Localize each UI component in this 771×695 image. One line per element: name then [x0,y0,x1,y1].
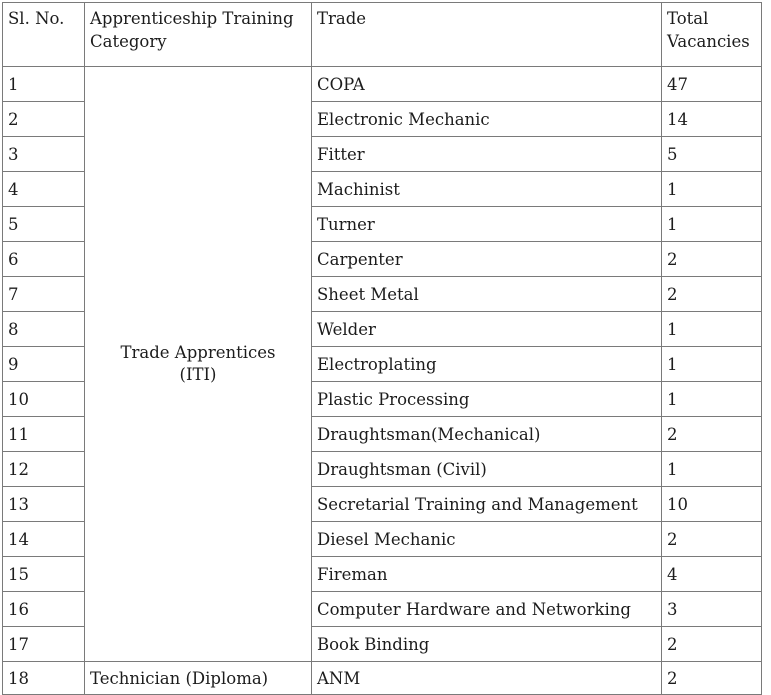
cell-trade: Welder [312,312,662,347]
header-vacancies-line2: Vacancies [667,32,750,51]
cell-vacancies: 14 [662,102,762,137]
cell-trade: Draughtsman(Mechanical) [312,417,662,452]
cell-vacancies: 1 [662,207,762,242]
cell-vacancies: 2 [662,662,762,695]
cell-trade: ANM [312,662,662,695]
cell-sl-no: 15 [3,557,85,592]
category-iti-line2: (ITI) [179,365,217,384]
table-header-row [3,3,762,67]
cell-vacancies: 47 [662,67,762,102]
cell-trade: Turner [312,207,662,242]
cell-trade: Carpenter [312,242,662,277]
cell-trade: Machinist [312,172,662,207]
cell-sl-no: 11 [3,417,85,452]
cell-sl-no: 18 [3,662,85,695]
cell-sl-no: 2 [3,102,85,137]
table-row [3,662,762,695]
header-trade: Trade [312,3,662,67]
cell-trade: COPA [312,67,662,102]
cell-sl-no: 5 [3,207,85,242]
cell-trade: Sheet Metal [312,277,662,312]
cell-trade: Electronic Mechanic [312,102,662,137]
cell-sl-no: 13 [3,487,85,522]
cell-vacancies: 2 [662,627,762,662]
header-category-line2: Category [90,32,167,51]
cell-sl-no: 8 [3,312,85,347]
header-vacancies [662,3,762,67]
cell-sl-no: 16 [3,592,85,627]
cell-vacancies: 1 [662,347,762,382]
cell-category-iti [85,67,312,662]
cell-vacancies: 1 [662,452,762,487]
header-vacancies-line1: Total [667,9,709,28]
cell-vacancies: 1 [662,382,762,417]
cell-sl-no: 17 [3,627,85,662]
cell-trade: Fireman [312,557,662,592]
cell-trade: Computer Hardware and Networking [312,592,662,627]
cell-vacancies: 5 [662,137,762,172]
cell-vacancies: 10 [662,487,762,522]
cell-sl-no: 12 [3,452,85,487]
cell-vacancies: 2 [662,417,762,452]
cell-trade: Plastic Processing [312,382,662,417]
header-category-line1: Apprenticeship Training [90,9,294,28]
cell-category-diploma: Technician (Diploma) [85,662,312,695]
header-category [85,3,312,67]
category-iti-line1: Trade Apprentices [120,343,276,362]
cell-vacancies: 3 [662,592,762,627]
cell-sl-no: 9 [3,347,85,382]
cell-vacancies: 4 [662,557,762,592]
cell-trade: Diesel Mechanic [312,522,662,557]
cell-sl-no: 7 [3,277,85,312]
table-row [3,67,762,102]
cell-trade: Fitter [312,137,662,172]
cell-vacancies: 1 [662,312,762,347]
cell-vacancies: 2 [662,277,762,312]
cell-sl-no: 6 [3,242,85,277]
cell-sl-no: 3 [3,137,85,172]
vacancy-table [2,2,762,695]
cell-vacancies: 2 [662,522,762,557]
cell-trade: Book Binding [312,627,662,662]
cell-sl-no: 1 [3,67,85,102]
cell-sl-no: 4 [3,172,85,207]
cell-trade: Secretarial Training and Management [312,487,662,522]
cell-trade: Draughtsman (Civil) [312,452,662,487]
cell-sl-no: 10 [3,382,85,417]
cell-trade: Electroplating [312,347,662,382]
header-sl-no: Sl. No. [3,3,85,67]
cell-vacancies: 2 [662,242,762,277]
cell-vacancies: 1 [662,172,762,207]
cell-sl-no: 14 [3,522,85,557]
